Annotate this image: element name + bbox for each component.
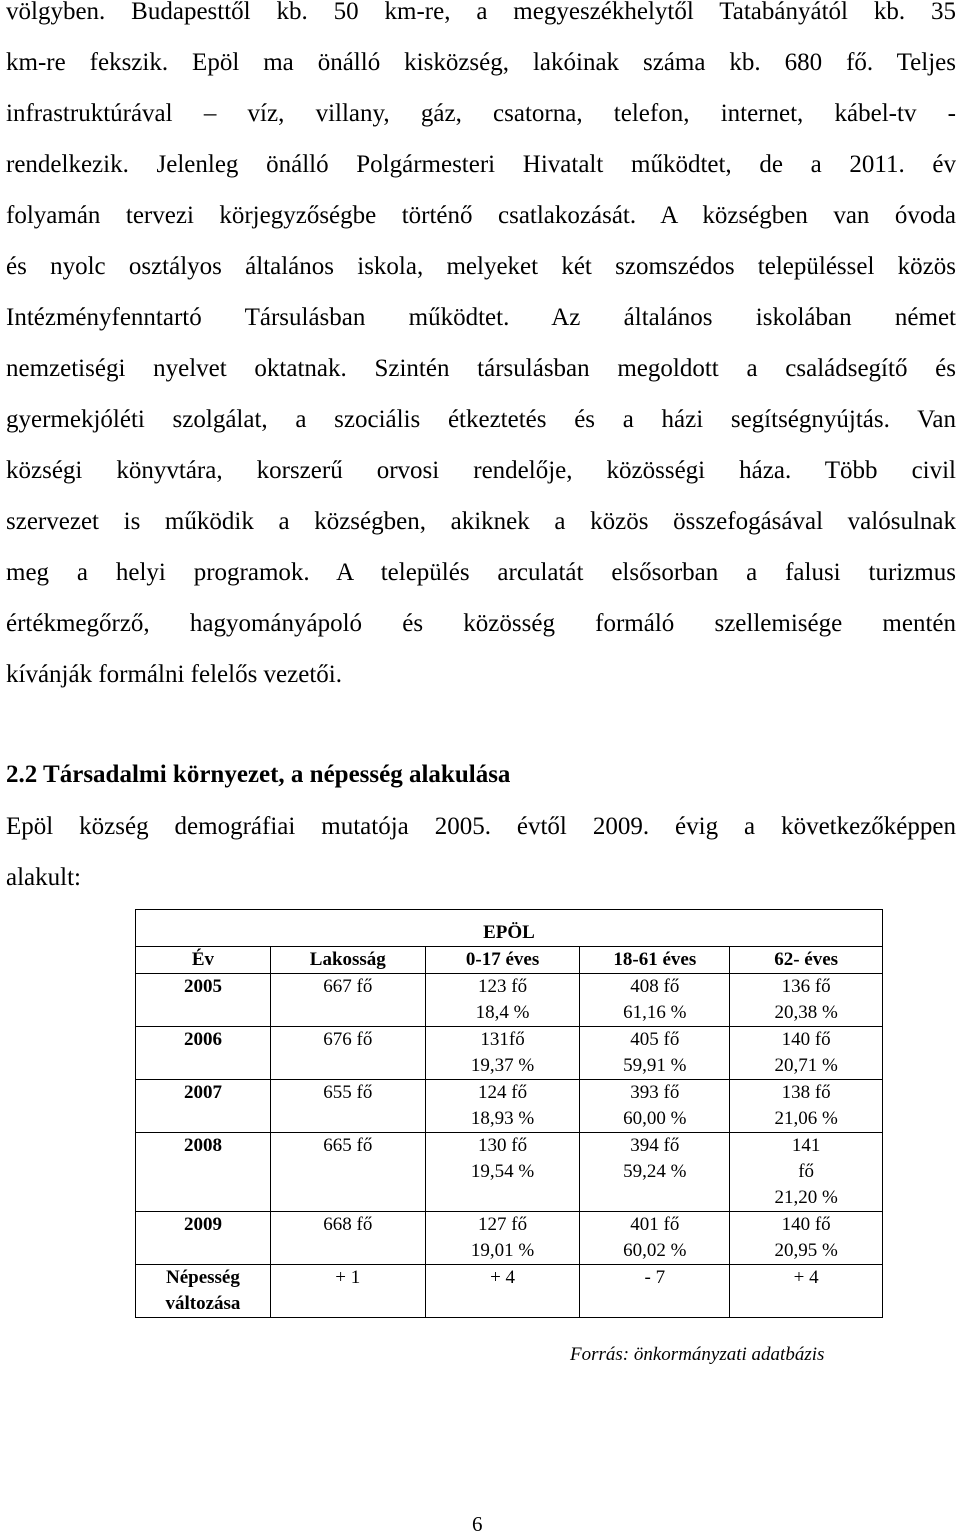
text-line: alakult: <box>6 864 81 891</box>
change-label-cell <box>136 1265 271 1318</box>
age-62-plus-cell <box>730 974 883 1027</box>
text-line: községi könyvtára, korszerű orvosi rendelője, közösségi háza. Több civil <box>6 457 956 484</box>
count-value: 127 fő <box>478 1214 528 1235</box>
text-line: gyermekjóléti szolgálat, a szociális étkeztetés és a házi segítségnyújtás. Van <box>6 406 956 433</box>
text-line: meg a helyi programok. A település arculatát elsősorban a falusi turizmus <box>6 559 956 586</box>
text-line: Epöl község demográfiai mutatója 2005. évtől 2009. évig a következőképpen <box>6 813 956 840</box>
table-row <box>136 1212 883 1265</box>
population-cell: 655 fő <box>270 1080 425 1133</box>
age-18-61-cell <box>580 1027 730 1080</box>
text-line: völgyben. Budapesttől kb. 50 km-re, a megyeszékhelytől Tatabányától kb. 35 <box>6 0 956 25</box>
text-line: infrastruktúrával – víz, villany, gáz, csatorna, telefon, internet, kábel-tv - <box>6 100 956 127</box>
count-value: 140 fő <box>781 1214 831 1235</box>
column-header: Év <box>136 947 271 974</box>
text-line: és nyolc osztályos általános iskola, melyeket két szomszédos településsel közös <box>6 253 956 280</box>
count-value: 408 fő <box>630 976 680 997</box>
year-cell: 2005 <box>136 974 271 1027</box>
count-value: 136 fő <box>781 976 831 997</box>
text-line: nemzetiségi nyelvet oktatnak. Szintén társulásban megoldott a családsegítő és <box>6 355 956 382</box>
source-caption: Forrás: önkormányzati adatbázis <box>570 1344 825 1365</box>
age-62-plus-change-cell: + 4 <box>730 1265 883 1318</box>
age-62-plus-cell <box>730 1027 883 1080</box>
column-header: 62- éves <box>730 947 883 974</box>
column-header: Lakosság <box>270 947 425 974</box>
age-0-17-cell <box>425 1133 580 1212</box>
table-title: EPÖL <box>136 910 883 947</box>
table-row <box>136 1027 883 1080</box>
percent-value: 20,38 % <box>774 1002 838 1023</box>
percent-value: 18,93 % <box>470 1108 535 1129</box>
text-line: folyamán tervezi körjegyzőségbe történő csatlakozását. A községben van óvoda <box>6 202 956 229</box>
percent-value: 20,71 % <box>774 1055 838 1076</box>
age-18-61-cell <box>580 1080 730 1133</box>
percent-value: 19,01 % <box>470 1240 535 1261</box>
percent-value: 21,06 % <box>774 1108 838 1129</box>
count-value: 140 fő <box>781 1029 831 1050</box>
change-label: változása <box>165 1293 241 1314</box>
age-0-17-cell <box>425 1212 580 1265</box>
text-line: kívánják formálni felelős vezetői. <box>6 661 342 688</box>
unit-value: fő <box>798 1161 815 1182</box>
age-0-17-cell <box>425 1080 580 1133</box>
count-value: 141 <box>791 1135 821 1156</box>
count-value: 393 fő <box>630 1082 680 1103</box>
age-0-17-cell <box>425 974 580 1027</box>
column-header: 0-17 éves <box>425 947 580 974</box>
age-18-61-cell <box>580 1133 730 1212</box>
age-62-plus-cell <box>730 1212 883 1265</box>
table-row <box>136 1080 883 1133</box>
demographics-table <box>135 909 883 1318</box>
percent-value: 21,20 % <box>774 1187 838 1208</box>
age-62-plus-cell <box>730 1133 883 1212</box>
section-intro <box>6 801 956 903</box>
age-18-61-cell <box>580 974 730 1027</box>
age-18-61-change-cell: - 7 <box>580 1265 730 1318</box>
table-title-row <box>136 910 883 947</box>
percent-value: 61,16 % <box>623 1002 687 1023</box>
change-label: Népesség <box>165 1267 240 1288</box>
text-line: értékmegőrző, hagyományápoló és közösség formáló szellemisége mentén <box>6 610 956 637</box>
table-row <box>136 974 883 1027</box>
count-value: 401 fő <box>630 1214 680 1235</box>
year-cell: 2007 <box>136 1080 271 1133</box>
count-value: 138 fő <box>781 1082 831 1103</box>
text-line: rendelkezik. Jelenleg önálló Polgármesteri Hivatalt működtet, de a 2011. év <box>6 151 956 178</box>
age-18-61-cell <box>580 1212 730 1265</box>
population-cell: 668 fő <box>270 1212 425 1265</box>
text-line: km-re fekszik. Epöl ma önálló kisközség, lakóinak száma kb. 680 fő. Teljes <box>6 49 956 76</box>
age-62-plus-cell <box>730 1080 883 1133</box>
age-0-17-change-cell: + 4 <box>425 1265 580 1318</box>
percent-value: 19,37 % <box>470 1055 535 1076</box>
count-value: 405 fő <box>630 1029 680 1050</box>
year-cell: 2008 <box>136 1133 271 1212</box>
table-row <box>136 1133 883 1212</box>
page-number: 6 <box>472 1512 483 1536</box>
population-cell: 676 fő <box>270 1027 425 1080</box>
percent-value: 60,02 % <box>623 1240 687 1261</box>
count-value: 394 fő <box>630 1135 680 1156</box>
percent-value: 18,4 % <box>475 1002 530 1023</box>
percent-value: 59,24 % <box>623 1161 687 1182</box>
population-cell: 667 fő <box>270 974 425 1027</box>
percent-value: 60,00 % <box>623 1108 687 1129</box>
section-heading: 2.2 Társadalmi környezet, a népesség alakulása <box>6 761 511 788</box>
year-cell: 2009 <box>136 1212 271 1265</box>
year-cell: 2006 <box>136 1027 271 1080</box>
age-0-17-cell <box>425 1027 580 1080</box>
column-header: 18-61 éves <box>580 947 730 974</box>
table-row-change <box>136 1265 883 1318</box>
count-value: 131fő <box>480 1029 525 1050</box>
population-cell: 665 fő <box>270 1133 425 1212</box>
text-line: szervezet is működik a községben, akiknek a közös összefogásával valósulnak <box>6 508 956 535</box>
population-change-cell: + 1 <box>270 1265 425 1318</box>
table-header-row <box>136 947 883 974</box>
count-value: 123 fő <box>478 976 528 997</box>
count-value: 124 fő <box>478 1082 528 1103</box>
percent-value: 59,91 % <box>623 1055 687 1076</box>
count-value: 130 fő <box>478 1135 528 1156</box>
percent-value: 20,95 % <box>774 1240 838 1261</box>
body-paragraph <box>6 0 956 700</box>
percent-value: 19,54 % <box>470 1161 535 1182</box>
text-line: Intézményfenntartó Társulásban működtet. Az általános iskolában német <box>6 304 956 331</box>
